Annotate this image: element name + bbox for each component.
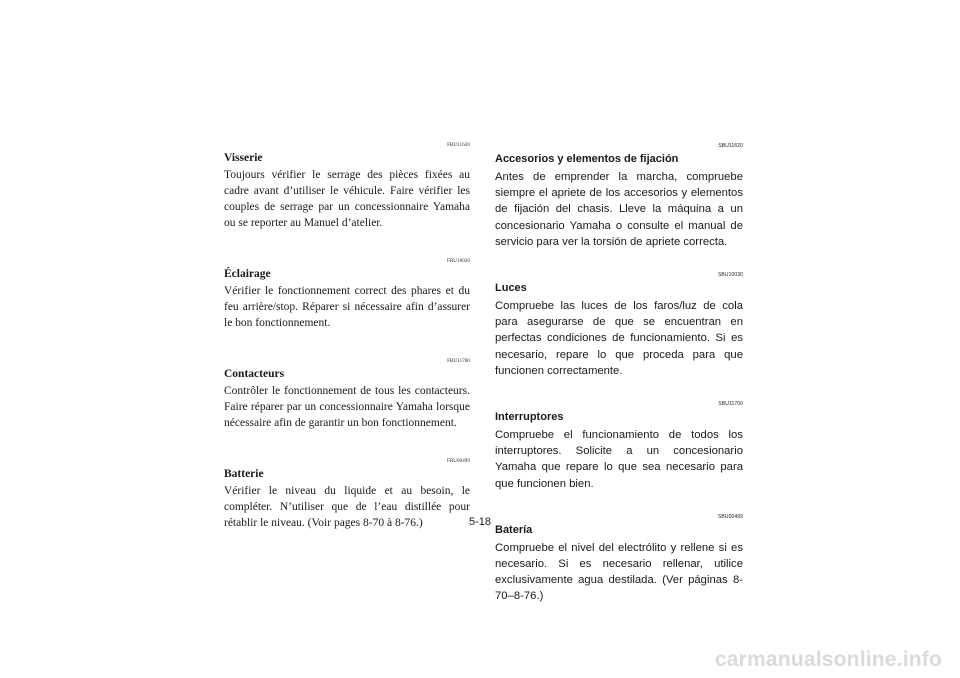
section-luces	[495, 272, 743, 379]
section-visserie	[224, 143, 470, 231]
section-body: Contrôler le fonctionnement de tous les contacteurs. Faire réparer par un concessionnaire Yamaha lorsque nécessaire afin de garantir un bon fonctionnement.	[224, 385, 470, 429]
section-code: FBU10030	[446, 259, 470, 264]
section-code: FBU00499	[446, 459, 470, 464]
section-title: Accesorios y elementos de fijación	[495, 153, 679, 165]
section-body: Vérifier le fonctionnement correct des phares et du feu arrière/stop. Réparer si nécessaire afin d’assurer le bon fonctionnement.	[224, 285, 470, 329]
french-column	[224, 143, 470, 531]
section-code: FBU11620	[447, 143, 470, 148]
spanish-column	[495, 143, 743, 605]
section-body: Antes de emprender la marcha, compruebe siempre el apriete de los accesorios y elementos de fijación del chasis. Lleve la máquina a un concesionario Yamaha o consulte el manual de servicio para ver la torsión de apriete correcta.	[495, 171, 743, 248]
section-title: Interruptores	[495, 411, 564, 424]
section-contacteurs	[224, 359, 470, 431]
section-body: Compruebe las luces de los faros/luz de cola para asegurarse de que se encuentran en perfectas condiciones de funcionamiento. Si es necesario, repare lo que proceda para que funcionen correctamente.	[495, 300, 743, 377]
section-code: FBU11700	[447, 359, 470, 364]
page-number: 5-18	[468, 516, 492, 528]
section-body: Vérifier le niveau du liquide et au besoin, le compléter. N’utiliser que de l’eau distillée pour rétablir le niveau. (Voir pages 8-70 à 8-76.)	[224, 485, 470, 529]
section-title: Éclairage	[224, 268, 271, 280]
section-code: SBU11700	[718, 401, 743, 408]
section-eclairage	[224, 259, 470, 331]
section-code: SBU00499	[718, 513, 743, 520]
section-title: Batterie	[224, 468, 264, 480]
section-body: Compruebe el funcionamiento de todos los interruptores. Solicite a un concesionario Yamaha que repare lo que sea necesario para que funcionen bien.	[495, 429, 743, 490]
section-interruptores	[495, 401, 743, 492]
section-title: Visserie	[224, 152, 263, 164]
section-code: SBU11620	[718, 143, 743, 149]
section-title: Batería	[495, 523, 533, 536]
section-body: Toujours vérifier le serrage des pièces fixées au cadre avant d’utiliser le véhicule. Faire vérifier les couples de serrage par un concessionnaire Yamaha ou se reporter au Manuel d’atelier.	[224, 169, 470, 229]
section-body: Compruebe el nivel del electrólito y rellene si es necesario. Si es necesario rellenar, utilice exclusivamente agua destilada. (Ver páginas 8-70–8-76.)	[495, 541, 743, 603]
section-accesorios	[495, 143, 743, 250]
watermark: carmanualsonline.info	[714, 648, 942, 671]
section-title: Contacteurs	[224, 368, 285, 380]
section-title: Luces	[495, 282, 527, 295]
section-code: SBU10030	[718, 272, 743, 279]
